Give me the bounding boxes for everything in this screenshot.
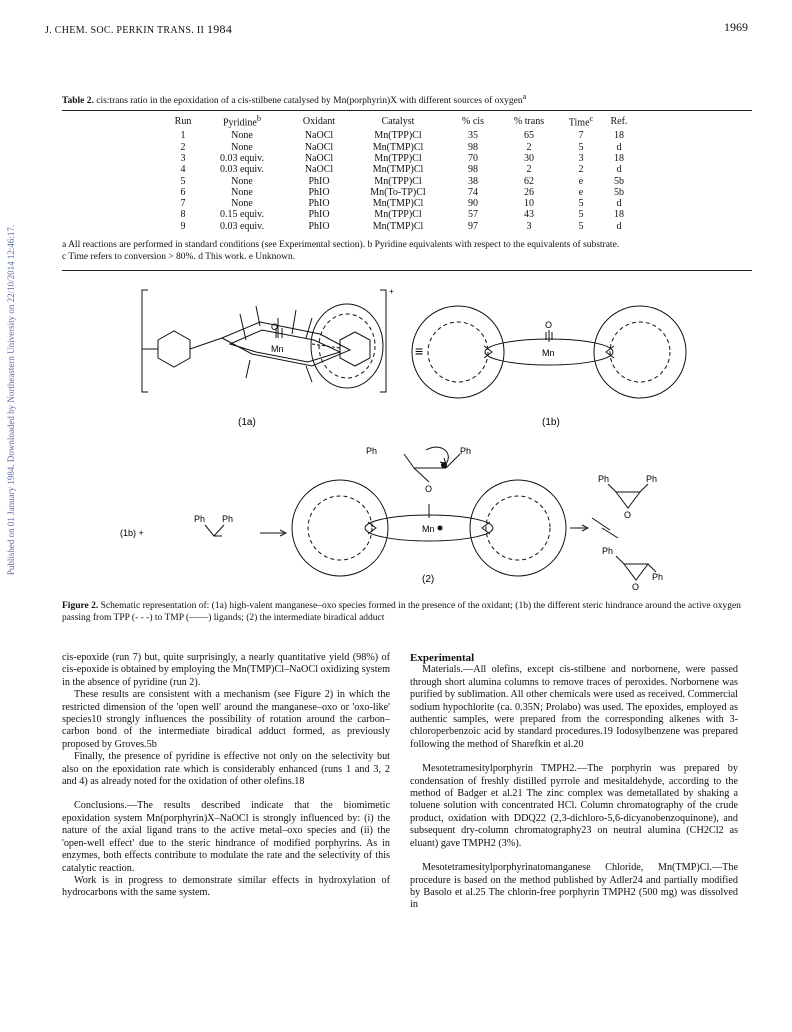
- table-caption: [62, 92, 752, 106]
- mn-label-2: Mn: [422, 524, 435, 534]
- table-row: 1 None NaOCl Mn(TPP)Cl 35 65 7 18: [180, 130, 624, 142]
- table-caption-text: cis:trans ratio in the epoxidation of a cis-stilbene catalysed by Mn(porphyrin)X with different sources of oxygen: [96, 96, 523, 107]
- left-lobe-solid: [412, 306, 504, 398]
- col-header-catalyst: Catalyst: [381, 115, 415, 127]
- col-header-run: Run: [174, 115, 192, 127]
- ph-label: Ph: [652, 572, 664, 582]
- right-lobe-solid: [594, 306, 686, 398]
- results-table: [170, 114, 634, 232]
- plus-charge: +: [389, 287, 394, 296]
- running-header: [45, 22, 232, 37]
- left-lobe-dashed: [428, 322, 488, 382]
- ph-label: Ph: [602, 546, 614, 556]
- table-top-rule: [62, 110, 752, 111]
- table-row: 3 0.03 equiv. NaOCl Mn(TPP)Cl 70 30 3 18: [180, 152, 624, 164]
- left-bracket: [142, 290, 148, 392]
- table-row: 8 0.15 equiv. PhIO Mn(TPP)Cl 57 43 5 18: [180, 209, 624, 221]
- table-footnote-line: c Time refers to conversion > 80%. d This work. e Unknown.: [62, 252, 296, 262]
- table-row: 7 None PhIO Mn(TMP)Cl 90 10 5 d: [180, 198, 622, 210]
- stilbene-bonds: [205, 525, 224, 536]
- tmp-hindrance-outline: [311, 304, 383, 388]
- figure-caption-text: Schematic representation of: (1a) high-valent manganese–oxo species formed in the presence of the oxidant; (1b) the different steric hindrance around the active oxygen passing from TPP (- - -) to TMP (——) ligands; (2) the intermediate biradical adduct: [62, 601, 741, 623]
- o-label-epoxide: O: [632, 582, 640, 592]
- section-heading: Experimental: [410, 652, 475, 664]
- o-label-1a: O: [271, 322, 279, 332]
- o-label-2: O: [425, 484, 433, 494]
- right-lobe-dashed: [610, 322, 670, 382]
- mesityl-ring: [340, 332, 370, 366]
- biradical-bond: [414, 468, 429, 482]
- page-number: 1969: [724, 20, 748, 34]
- table-footnote-line: a All reactions are performed in standard conditions (see Experimental section). b Pyridine equivalents with respect to the equivalents of substrate.: [62, 240, 620, 250]
- trans-epoxide: [624, 564, 648, 580]
- col-header-pyridine: Pyridine$^b$: [222, 114, 262, 129]
- label-2: (2): [422, 574, 435, 585]
- table-label: Table 2.: [62, 96, 94, 107]
- table-header-row: [170, 114, 634, 130]
- right-text-column: [410, 652, 738, 912]
- col-header-cis: % cis: [462, 115, 484, 127]
- table-row: 2 None NaOCl Mn(TMP)Cl 98 2 5 d: [180, 141, 622, 153]
- ph-label: Ph: [646, 474, 658, 484]
- label-1b-reactant: (1b) +: [120, 528, 144, 538]
- journal-year: 1984: [206, 22, 233, 36]
- table-bottom-rule: [62, 270, 752, 271]
- ph-label: Ph: [460, 446, 472, 456]
- table-caption-mark: a: [522, 92, 527, 101]
- paragraph: cis-epoxide (run 7) but, quite surprisingly, a nearly quantitative yield (98%) of cis-epoxide is obtained by employing the Mn(TMP)Cl–NaOCl oxidizing system in the absence of pyridine (run 2).: [62, 652, 390, 688]
- o-label-epoxide: O: [624, 510, 632, 520]
- paragraph: Work is in progress to demonstrate similar effects in hydroxylation of hydrocarbons with the same system.: [62, 874, 390, 899]
- label-1a: (1a): [238, 417, 256, 428]
- o-label-1b: O: [545, 320, 553, 330]
- figure-caption: [62, 600, 752, 624]
- table-row: 9 0.03 equiv. PhIO Mn(TMP)Cl 97 3 5 d: [180, 220, 622, 232]
- paragraph: Finally, the presence of pyridine is effective not only on the selectivity but also on the epoxidation rate which is considerably enhanced (runs 1 and 3, 2 and 4) as already noted for the oxidation of other olefins.18: [62, 751, 390, 788]
- mn-radical-dot: [438, 526, 443, 531]
- radical-dot: [441, 462, 447, 468]
- paragraph: Materials.—All olefins, except cis-stilbene and norbornene, were passed through short alumina columns to remove traces of peroxides. Norbornene was purified by sublimation. All other chemicals were used as received. Commercial sodium hypochlorite (ca. 0.35N; Prolabo) was used. The epoxides, employed as authentic samples, were prepared from the corresponding alkenes with 3-chloroperbenzoic acid by standard procedures.19 Iodosylbenzene was prepared following the method of Sharefkin et al.20: [410, 664, 738, 750]
- ph-label: Ph: [366, 446, 378, 456]
- left-text-column: [62, 652, 390, 900]
- ph-label: Ph: [598, 474, 610, 484]
- label-1b: (1b): [542, 417, 560, 428]
- table-row: 5 None PhIO Mn(TPP)Cl 38 62 e 5b: [180, 175, 624, 187]
- mn-label-1b: Mn: [542, 348, 555, 358]
- ph-label: Ph: [222, 514, 234, 524]
- col-header-oxidant: Oxidant: [302, 115, 336, 127]
- paragraph: Mesotetramesitylporphyrin TMPH2.—The porphyrin was prepared by condensation of freshly distilled pyrrole and mesitaldehyde, according to the method of Badger et al.21 The zinc complex was demetallated by shaking a toluene solution with concentrated HCl. Column chromatography of the crude product, oxidation with DDQ22 (2,3-dichloro-5,6-dicyanobenzoquinone), and subsequent dry-column chromatography23 on neutral alumina (CH2Cl2 as eluant) gave TMPH2 (3%).: [410, 763, 738, 849]
- figure-label: Figure 2.: [62, 601, 99, 611]
- ph-label: Ph: [194, 514, 206, 524]
- download-watermark-text: Published on 01 January 1984. Downloaded by Northeastern University on 22/10/2014 12:46:17.: [6, 224, 16, 576]
- paragraph: Conclusions.—The results described indicate that the biomimetic epoxidation system Mn(porphyrin)X–NaOCl is strongly influenced by: (i) the nature of the axial ligand trans to the active metal–oxo species and (ii) the 'open-well effect' due to the steric hindrance of modified porphyrins. As in enzymes, both effects contribute to modulate the rate and the selectivity of this catalytic reaction.: [62, 800, 390, 874]
- journal-name: J. CHEM. SOC. PERKIN TRANS. II: [45, 25, 205, 36]
- porphyrin-plane: [222, 322, 350, 366]
- download-watermark: [4, 150, 18, 650]
- table-row: 6 None PhIO Mn(To-TP)Cl 74 26 e 5b: [180, 186, 624, 198]
- table-row: 4 0.03 equiv. NaOCl Mn(TMP)Cl 98 2 2 d: [180, 164, 622, 176]
- figure-2-scheme: [100, 282, 720, 594]
- mn-label-1a: Mn: [271, 344, 284, 354]
- paragraph: Mesotetramesitylporphyrinatomanganese Chloride, Mn(TMP)Cl.—The procedure is based on the method published by Adler24 and partially modified by Basolo et al.25 The chlorin-free porphyrin TMPH2 (500 mg) was dissolved in: [410, 862, 738, 911]
- col-header-ref: Ref.: [610, 115, 628, 127]
- identical-sign: ≡: [415, 343, 424, 359]
- col-header-time: Time$^c$: [568, 114, 594, 129]
- axial-ring: [158, 331, 190, 367]
- cis-epoxide: [616, 492, 640, 508]
- paragraph: These results are consistent with a mechanism (see Figure 2) in which the restricted dimension of the 'open well' around the manganese–oxo or 'oxo-like' species10 strongly influences the possibility of rotation around the carbon–carbon bond of the intermediate biradical adduct formed, as previously proposed by Groves.5b: [62, 689, 390, 750]
- table-footnotes: [62, 239, 752, 263]
- col-header-trans: % trans: [513, 115, 545, 127]
